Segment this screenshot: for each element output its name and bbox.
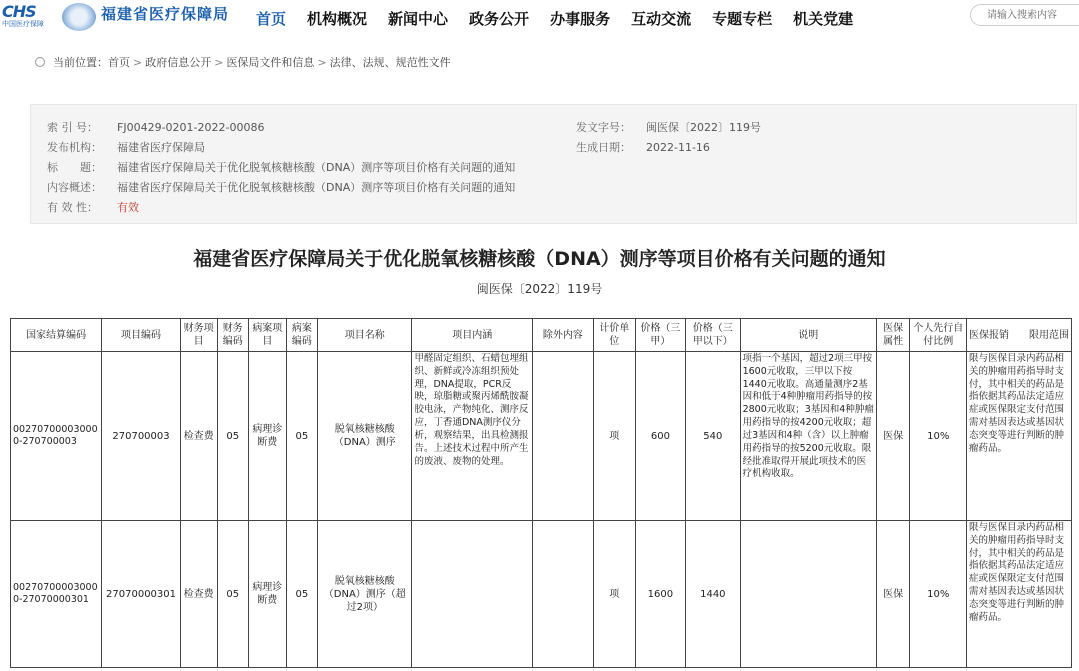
col-header: 医保报销 限用范围 bbox=[967, 319, 1072, 352]
breadcrumb-gov-info[interactable]: 政府信息公开 bbox=[145, 56, 212, 69]
nav-about[interactable]: 机构概况 bbox=[307, 10, 368, 28]
title-row bbox=[47, 159, 515, 175]
document-info-box bbox=[30, 104, 1077, 224]
title-value: 福建省医疗保障局关于优化脱氧核糖核酸（DNA）测序等项目价格有关问题的通知 bbox=[117, 161, 516, 174]
breadcrumb-separator: > bbox=[317, 55, 327, 69]
col-header: 除外内容 bbox=[533, 319, 594, 352]
breadcrumb-laws[interactable]: 法律、法规、规范性文件 bbox=[329, 56, 451, 69]
summary-row bbox=[47, 179, 515, 195]
col-header: 价格（三甲以下） bbox=[686, 319, 741, 352]
date-value: 2022-11-16 bbox=[646, 141, 710, 154]
national-emblem-icon bbox=[62, 3, 96, 31]
col-header: 价格（三甲） bbox=[635, 319, 685, 352]
table-header-row bbox=[11, 319, 1072, 352]
price-table bbox=[10, 318, 1072, 668]
top-header bbox=[0, 0, 1079, 36]
col-header: 财务编码 bbox=[217, 319, 248, 352]
nav-interaction[interactable]: 互动交流 bbox=[631, 10, 692, 28]
title-label: 标 题： bbox=[47, 161, 102, 174]
cell-item-code: 27070000301 bbox=[102, 521, 181, 668]
index-row bbox=[47, 119, 264, 135]
cell-note: 项指一个基因，超过2项三甲按1600元收取，三甲以下按1440元收取。高通量测序2基因和低于4种肿瘤用药指导的按2800元收取；3基因和4种肿瘤用药指导的按4200元收取；超过3基因和4种（含）以上肿瘤用药指导的按5200元收取。限经批准取得开展此项技术的医疗机构收取。 bbox=[740, 352, 876, 521]
nav-home[interactable]: 首页 bbox=[256, 10, 287, 28]
cell-self-pay: 10% bbox=[910, 352, 967, 521]
cell-item-code: 270700003 bbox=[102, 352, 181, 521]
col-header: 项目名称 bbox=[318, 319, 412, 352]
nav-news[interactable]: 新闻中心 bbox=[388, 10, 449, 28]
col-header: 病案编码 bbox=[286, 319, 317, 352]
cell-fin-code: 05 bbox=[217, 521, 248, 668]
col-header: 病案项目 bbox=[248, 319, 286, 352]
col-header: 项目编码 bbox=[102, 319, 181, 352]
location-icon bbox=[35, 57, 45, 67]
cell-insurance: 医保 bbox=[876, 521, 910, 668]
chs-logo-text: CHS bbox=[2, 2, 36, 21]
cell-price-b: 1440 bbox=[686, 521, 741, 668]
col-header: 说明 bbox=[740, 319, 876, 352]
date-row bbox=[576, 139, 710, 155]
col-header: 医保属性 bbox=[876, 319, 910, 352]
cell-content: 甲醛固定组织、石蜡包埋组织、新鲜或冷冻组织预处理，DNA提取，PCR反映，琼脂糖或聚丙烯酰胺凝胶电泳，产物纯化、测序反应，丁香通DNA测序仪分析，观察结果，出具检测报告。上述技术过程中所产生的废液、废物的处理。 bbox=[412, 352, 533, 521]
search-input[interactable]: 请输入搜索内容 bbox=[970, 4, 1079, 26]
breadcrumb-separator: > bbox=[214, 55, 224, 69]
docno-label: 发文字号： bbox=[576, 121, 631, 134]
breadcrumb-home[interactable]: 首页 bbox=[108, 56, 130, 69]
chs-logo[interactable] bbox=[2, 2, 54, 32]
docno-row bbox=[576, 119, 761, 135]
col-header: 项目内涵 bbox=[412, 319, 533, 352]
col-header: 个人先行自付比例 bbox=[910, 319, 967, 352]
cell-excluded bbox=[533, 521, 594, 668]
main-nav bbox=[256, 8, 874, 29]
nav-party[interactable]: 机关党建 bbox=[793, 10, 854, 28]
validity-value: 有效 bbox=[117, 201, 139, 214]
cell-scope: 限与医保目录内药品相关的肿瘤用药指导时支付，其中相关的药品是指依据其药品法定适应症或医保限定支付范围需对基因表达或基因状态突变等进行判断的肿瘤药品。 bbox=[967, 521, 1072, 668]
cell-code: 002707000030000-270700003 bbox=[11, 352, 102, 521]
org-value: 福建省医疗保障局 bbox=[117, 141, 205, 154]
breadcrumb-separator: > bbox=[133, 55, 143, 69]
date-label: 生成日期： bbox=[576, 141, 631, 154]
cell-scope: 限与医保目录内药品相关的肿瘤用药指导时支付，其中相关的药品是指依据其药品法定适应症或医保限定支付范围需对基因表达或基因状态突变等进行判断的肿瘤药品。 bbox=[967, 352, 1072, 521]
cell-insurance: 医保 bbox=[876, 352, 910, 521]
org-label: 发布机构： bbox=[47, 141, 102, 154]
cell-name: 脱氧核糖核酸（DNA）测序（超过2项） bbox=[318, 521, 412, 668]
cell-excluded bbox=[533, 352, 594, 521]
summary-value: 福建省医疗保障局关于优化脱氧核糖核酸（DNA）测序等项目价格有关问题的通知 bbox=[117, 181, 516, 194]
breadcrumb-docs[interactable]: 医保局文件和信息 bbox=[226, 56, 315, 69]
summary-label: 内容概述： bbox=[47, 181, 102, 194]
cell-price-a: 1600 bbox=[635, 521, 685, 668]
chs-logo-subtitle: 中国医疗保障 bbox=[2, 20, 44, 28]
cell-price-b: 540 bbox=[686, 352, 741, 521]
cell-unit: 项 bbox=[593, 521, 635, 668]
cell-note bbox=[740, 521, 876, 668]
org-row bbox=[47, 139, 205, 155]
breadcrumb bbox=[35, 54, 451, 70]
cell-case-item: 病理诊断费 bbox=[248, 352, 286, 521]
col-header: 计价单位 bbox=[593, 319, 635, 352]
document-title: 福建省医疗保障局关于优化脱氧核糖核酸（DNA）测序等项目价格有关问题的通知 bbox=[193, 248, 886, 270]
cell-case-code: 05 bbox=[286, 352, 317, 521]
cell-fin-item: 检查费 bbox=[180, 352, 217, 521]
cell-content bbox=[412, 521, 533, 668]
nav-services[interactable]: 办事服务 bbox=[550, 10, 611, 28]
breadcrumb-prefix: 当前位置： bbox=[53, 56, 108, 69]
col-header: 财务项目 bbox=[180, 319, 217, 352]
cell-case-code: 05 bbox=[286, 521, 317, 668]
index-label: 索 引 号： bbox=[47, 121, 98, 134]
index-value: FJ00429-0201-2022-00086 bbox=[117, 121, 265, 134]
cell-case-item: 病理诊断费 bbox=[248, 521, 286, 668]
nav-gov-info[interactable]: 政务公开 bbox=[469, 10, 530, 28]
document-number: 闽医保〔2022〕119号 bbox=[476, 282, 603, 296]
site-name[interactable]: 福建省医疗保障局 bbox=[101, 5, 230, 23]
cell-name: 脱氧核糖核酸（DNA）测序 bbox=[318, 352, 412, 521]
nav-topics[interactable]: 专题专栏 bbox=[712, 10, 773, 28]
cell-unit: 项 bbox=[593, 352, 635, 521]
cell-price-a: 600 bbox=[635, 352, 685, 521]
cell-fin-item: 检查费 bbox=[180, 521, 217, 668]
validity-row bbox=[47, 199, 139, 215]
cell-self-pay: 10% bbox=[910, 521, 967, 668]
table-row bbox=[11, 352, 1072, 521]
table-row bbox=[11, 521, 1072, 668]
cell-code: 002707000030000-27070000301 bbox=[11, 521, 102, 668]
validity-label: 有 效 性： bbox=[47, 201, 98, 214]
cell-fin-code: 05 bbox=[217, 352, 248, 521]
docno-value: 闽医保〔2022〕119号 bbox=[646, 121, 761, 134]
col-header: 国家结算编码 bbox=[11, 319, 102, 352]
